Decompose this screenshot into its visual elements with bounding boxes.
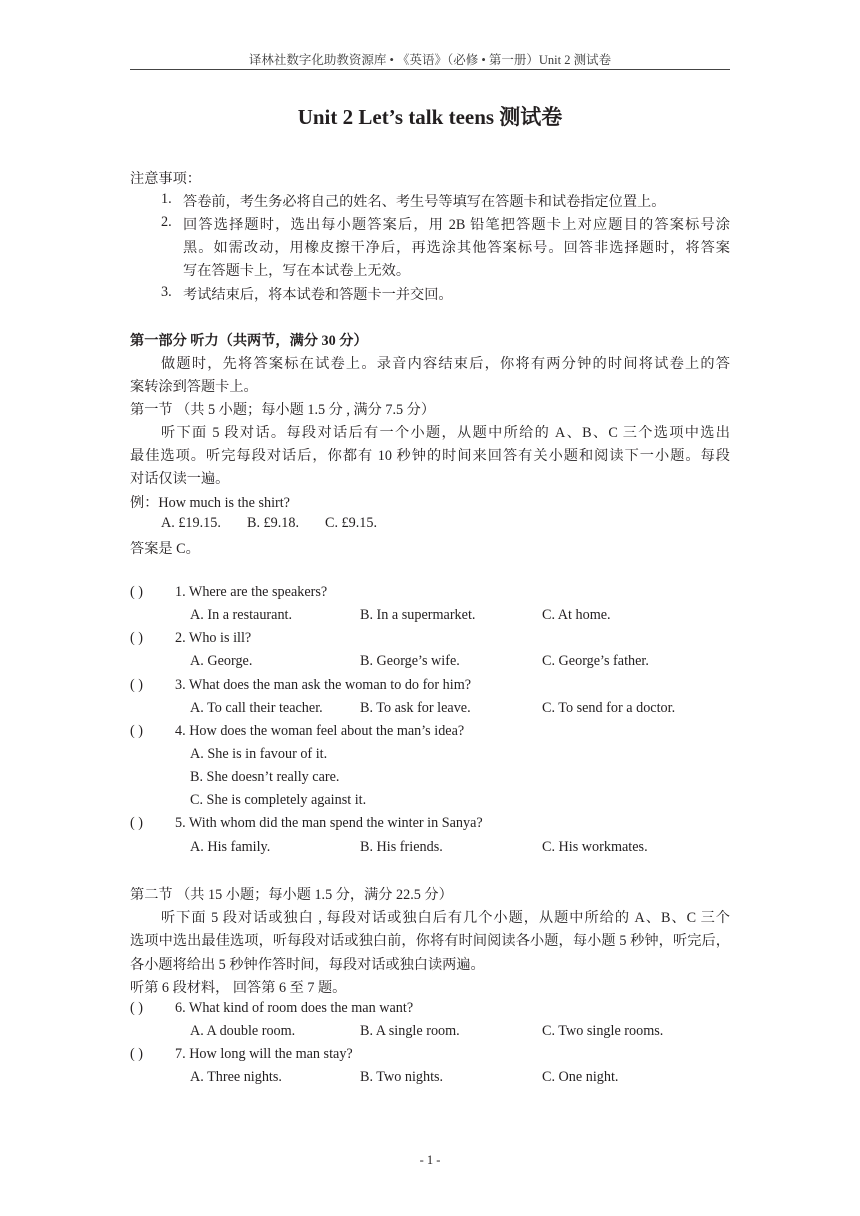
answer-blank[interactable]: ( ) — [130, 723, 143, 739]
instruction-line: 听下面 5 段对话。每段对话后有一个小题，从题中所给的 A、B、C 三个选项中选出 — [161, 425, 730, 441]
notice-item-line: 答卷前，考生务必将自己的姓名、考生号等填写在答题卡和试卷指定位置上。 — [183, 194, 666, 210]
instruction-line: 做题时，先将答案标在试卷上。录音内容结束后，你将有两分钟的时间将试卷上的答 — [161, 356, 730, 372]
example-question: 例：How much is the shirt? — [130, 495, 290, 511]
question-text: 2. Who is ill? — [175, 630, 252, 646]
question-option: A. In a restaurant. — [190, 607, 293, 623]
question-text: 7. How long will the man stay? — [175, 1046, 353, 1062]
question-option: C. She is completely against it. — [190, 792, 367, 808]
question-text: 4. How does the woman feel about the man’s idea? — [175, 723, 465, 739]
instruction-line: 选项中选出最佳选项，听每段对话或独白前，你将有时间阅读各小题，每小题 5 秒钟，听完后， — [130, 933, 730, 949]
question-option: A. His family. — [190, 839, 271, 855]
page-number: - 1 - — [419, 1153, 441, 1167]
notice-item-line: 黑。如需改动，用橡皮擦干净后，再选涂其他答案标号。回答非选择题时，将答案 — [183, 240, 730, 256]
question-option: B. George’s wife. — [360, 653, 460, 669]
page-title: Unit 2 Let’s talk teens 测试卷 — [297, 105, 563, 129]
question-option: A. A double room. — [190, 1023, 296, 1039]
question-option: B. His friends. — [360, 839, 443, 855]
instruction-line: 听下面 5 段对话或独白 , 每段对话或独白后有几个小题，从题中所给的 A、B、C 三个 — [161, 910, 730, 926]
question-option: A. Three nights. — [190, 1069, 282, 1085]
question-text: 1. Where are the speakers? — [175, 584, 328, 600]
answer-blank[interactable]: ( ) — [130, 677, 143, 693]
question-option: C. To send for a doctor. — [542, 700, 676, 716]
answer-blank[interactable]: ( ) — [130, 1000, 143, 1016]
example-answer: 答案是 C。 — [130, 541, 200, 557]
question-option: C. At home. — [542, 607, 611, 623]
example-option: C. £9.15. — [325, 515, 378, 531]
answer-blank[interactable]: ( ) — [130, 1046, 143, 1062]
answer-blank[interactable]: ( ) — [130, 584, 143, 600]
section-heading: 第二节 （共 15 小题；每小题 1.5 分，满分 22.5 分） — [130, 887, 453, 903]
instruction-line: 对话仅读一遍。 — [130, 471, 230, 487]
instruction-line: 最佳选项。听完每段对话后，你都有 10 秒钟的时间来回答有关小题和阅读下一小题。每段 — [130, 448, 730, 464]
question-option: C. His workmates. — [542, 839, 648, 855]
question-option: C. George’s father. — [542, 653, 649, 669]
answer-blank[interactable]: ( ) — [130, 630, 143, 646]
notice-heading: 注意事项： — [130, 171, 201, 187]
notice-item-line: 考试结束后，将本试卷和答题卡一并交回。 — [183, 287, 453, 303]
question-option: C. One night. — [542, 1069, 619, 1085]
question-option: B. In a supermarket. — [360, 607, 476, 623]
notice-item-number: 2. — [161, 214, 172, 230]
notice-item-number: 3. — [161, 284, 172, 300]
question-option: B. A single room. — [360, 1023, 460, 1039]
instruction-line: 案转涂到答题卡上。 — [130, 379, 258, 395]
notice-item-number: 1. — [161, 191, 172, 207]
notice-item-line: 回答选择题时，选出每小题答案后，用 2B 铅笔把答题卡上对应题目的答案标号涂 — [183, 217, 730, 233]
question-text: 6. What kind of room does the man want? — [175, 1000, 414, 1016]
question-option: A. She is in favour of it. — [190, 746, 328, 762]
example-option: A. £19.15. — [161, 515, 221, 531]
example-option: B. £9.18. — [247, 515, 300, 531]
part-heading: 第一部分 听力（共两节，满分 30 分） — [130, 333, 368, 349]
material-instruction: 听第 6 段材料， 回答第 6 至 7 题。 — [130, 980, 347, 996]
question-option: A. George. — [190, 653, 253, 669]
question-option: B. She doesn’t really care. — [190, 769, 340, 785]
question-option: B. To ask for leave. — [360, 700, 471, 716]
question-option: B. Two nights. — [360, 1069, 444, 1085]
running-header: 译林社数字化助教资源库 • 《英语》（必修 • 第一册）Unit 2 测试卷 — [248, 53, 612, 67]
question-option: C. Two single rooms. — [542, 1023, 664, 1039]
answer-blank[interactable]: ( ) — [130, 815, 143, 831]
question-text: 5. With whom did the man spend the winter in Sanya? — [175, 815, 483, 831]
instruction-line: 各小题将给出 5 秒钟作答时间，每段对话或独白读两遍。 — [130, 957, 485, 973]
question-text: 3. What does the man ask the woman to do for him? — [175, 677, 472, 693]
section-heading: 第一节 （共 5 小题；每小题 1.5 分 , 满分 7.5 分） — [130, 402, 436, 418]
header-rule — [130, 69, 730, 70]
notice-item-line: 写在答题卡上，写在本试卷上无效。 — [183, 263, 411, 279]
question-option: A. To call their teacher. — [190, 700, 323, 716]
